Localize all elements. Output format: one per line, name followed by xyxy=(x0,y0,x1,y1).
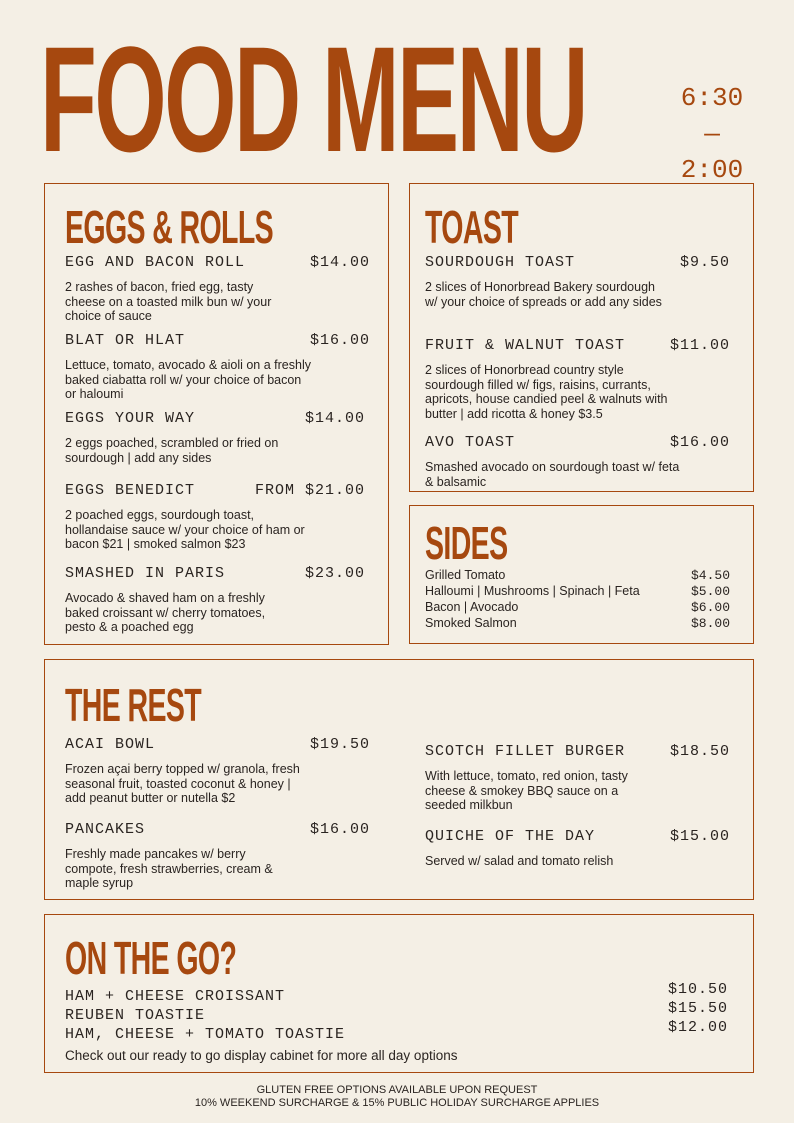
side-label: Bacon | Avocado xyxy=(425,600,519,614)
hours-close: 2:00 xyxy=(680,155,744,185)
go-item-name: HAM + CHEESE CROISSANT xyxy=(65,988,286,1005)
item-name: PANCAKES xyxy=(65,821,146,838)
item-price: $19.50 xyxy=(309,736,370,753)
item-description: Freshly made pancakes w/ berry compote, fresh strawberries, cream & maple syrup xyxy=(65,847,273,890)
item-description: 2 slices of Honorbread country style sourdough filled w/ figs, raisins, currants, apricots, house candied peel & walnuts with butter | add ricotta & honey $3.5 xyxy=(425,363,668,421)
item-name: EGGS BENEDICT xyxy=(65,482,196,499)
item-description: 2 rashes of bacon, fried egg, tasty cheese on a toasted milk bun w/ your choice of sauce xyxy=(65,280,272,323)
side-label: Smoked Salmon xyxy=(425,616,517,630)
list-item xyxy=(425,598,730,614)
item-name: AVO TOAST xyxy=(425,434,516,451)
item-name: FRUIT & WALNUT TOAST xyxy=(425,337,626,354)
item-description: Frozen açai berry topped w/ granola, fresh seasonal fruit, toasted coconut & honey | add peanut butter or nutella $2 xyxy=(65,762,300,805)
section-heading: EGGS & ROLLS xyxy=(65,201,274,253)
sides-list xyxy=(425,566,730,630)
item-name: SOURDOUGH TOAST xyxy=(425,254,576,271)
item-description: 2 slices of Honorbread Bakery sourdough w/ your choice of spreads or add any sides xyxy=(425,280,662,309)
eggs-rolls-section xyxy=(44,183,389,645)
hours-open: 6:30 xyxy=(680,83,744,113)
item-name: EGG AND BACON ROLL xyxy=(65,254,246,271)
go-item-name: REUBEN TOASTIE xyxy=(65,1007,206,1024)
item-description: Lettuce, tomato, avocado & aioli on a freshly baked ciabatta roll w/ your choice of bacon or haloumi xyxy=(65,358,311,401)
go-item-name: HAM, CHEESE + TOMATO TOASTIE xyxy=(65,1026,346,1043)
list-item xyxy=(425,614,730,630)
toast-section xyxy=(409,183,754,492)
item-price: $16.00 xyxy=(669,434,730,451)
footer-surcharge: 10% WEEKEND SURCHARGE & 15% PUBLIC HOLIDAY SURCHARGE APPLIES xyxy=(194,1097,600,1109)
side-label: Halloumi | Mushrooms | Spinach | Feta xyxy=(425,584,640,598)
item-description: Avocado & shaved ham on a freshly baked croissant w/ cherry tomatoes, pesto & a poached egg xyxy=(65,591,266,634)
go-items xyxy=(65,987,345,1044)
item-description: 2 poached eggs, sourdough toast, hollandaise sauce w/ your choice of ham or bacon $21 | smoked salmon $23 xyxy=(65,508,305,551)
list-item xyxy=(425,582,730,598)
the-rest-section xyxy=(44,659,754,900)
item-description: Served w/ salad and tomato relish xyxy=(425,854,614,868)
item-name: EGGS YOUR WAY xyxy=(65,410,196,427)
item-price: $14.00 xyxy=(304,410,365,427)
section-heading: THE REST xyxy=(65,679,202,731)
footer-gluten-free: GLUTEN FREE OPTIONS AVAILABLE UPON REQUEST xyxy=(256,1084,538,1096)
item-price: $11.00 xyxy=(669,337,730,354)
item-price: $16.00 xyxy=(309,332,370,349)
list-item xyxy=(425,566,730,582)
item-price: $16.00 xyxy=(309,821,370,838)
item-description: 2 eggs poached, scrambled or fried on sourdough | add any sides xyxy=(65,436,279,465)
item-name: ACAI BOWL xyxy=(65,736,156,753)
on-the-go-section xyxy=(44,914,754,1073)
footer-note xyxy=(0,1084,794,1110)
section-heading: TOAST xyxy=(425,201,519,253)
item-name: BLAT OR HLAT xyxy=(65,332,186,349)
side-price: $5.00 xyxy=(690,584,730,599)
side-label: Grilled Tomato xyxy=(425,568,506,582)
go-item-price: $12.00 xyxy=(667,1019,728,1036)
item-name: SCOTCH FILLET BURGER xyxy=(425,743,626,760)
side-price: $4.50 xyxy=(690,568,730,583)
item-price: $23.00 xyxy=(304,565,365,582)
item-price: $18.50 xyxy=(669,743,730,760)
section-heading: SIDES xyxy=(425,517,508,569)
go-prices xyxy=(668,980,728,1037)
item-description: Smashed avocado on sourdough toast w/ feta & balsamic xyxy=(425,460,680,489)
go-item-price: $15.50 xyxy=(667,1000,728,1017)
side-price: $6.00 xyxy=(690,600,730,615)
page-title: FOOD MENU xyxy=(40,15,586,183)
item-name: SMASHED IN PARIS xyxy=(65,565,226,582)
item-description: With lettuce, tomato, red onion, tasty cheese & smokey BBQ sauce on a seeded milkbun xyxy=(425,769,628,812)
opening-hours xyxy=(672,80,752,188)
hours-dash: — xyxy=(704,119,720,149)
sides-section xyxy=(409,505,754,644)
item-name: QUICHE OF THE DAY xyxy=(425,828,596,845)
section-heading: ON THE GO? xyxy=(65,932,237,984)
item-price: $14.00 xyxy=(309,254,370,271)
item-price: FROM $21.00 xyxy=(254,482,365,499)
go-note: Check out our ready to go display cabinet for more all day options xyxy=(65,1048,458,1063)
go-item-price: $10.50 xyxy=(667,981,728,998)
item-price: $15.00 xyxy=(669,828,730,845)
side-price: $8.00 xyxy=(690,616,730,631)
item-price: $9.50 xyxy=(679,254,730,271)
